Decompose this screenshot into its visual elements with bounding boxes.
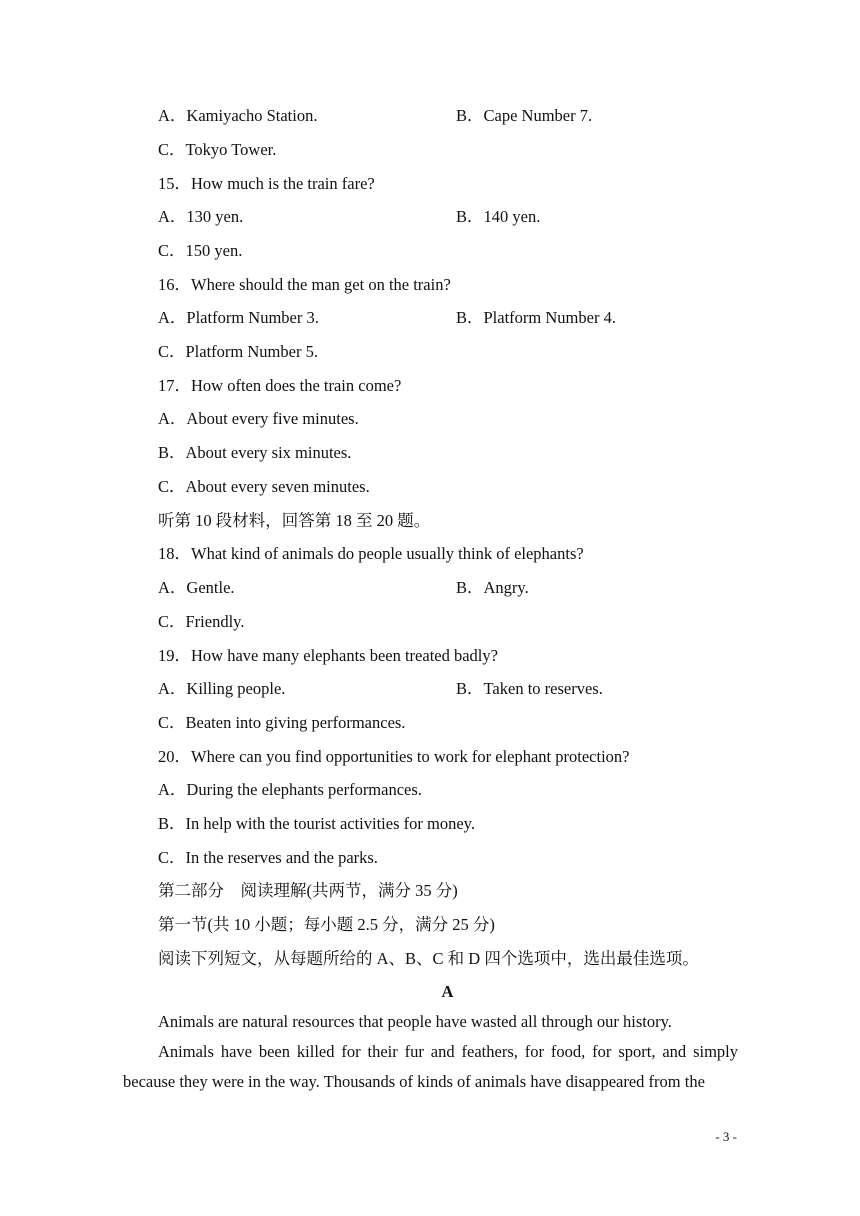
q17-question: 17．How often does the train come? xyxy=(158,376,402,395)
q17-option-b: B．About every six minutes. xyxy=(158,443,352,462)
q19-question: 19．How have many elephants been treated badly? xyxy=(158,646,498,665)
q14-option-a: A．Kamiyacho Station. xyxy=(158,106,318,125)
q20-option-a: A．During the elephants performances. xyxy=(158,780,422,799)
q17-option-a: A．About every five minutes. xyxy=(158,409,359,428)
part2-heading: 第二部分 阅读理解(共两节，满分 35 分) xyxy=(158,881,458,900)
q18-question: 18．What kind of animals do people usually think of elephants? xyxy=(158,544,584,563)
q19-option-a: A．Killing people. xyxy=(158,679,286,698)
q16-option-b: B．Platform Number 4. xyxy=(456,308,616,327)
q14-option-c: C．Tokyo Tower. xyxy=(158,140,277,159)
q16-question: 16．Where should the man get on the train? xyxy=(158,275,451,294)
section1-heading: 第一节(共 10 小题；每小题 2.5 分，满分 25 分) xyxy=(158,915,495,934)
q15-option-a: A．130 yen. xyxy=(158,207,244,226)
q15-option-c: C．150 yen. xyxy=(158,241,243,260)
q19-option-c: C．Beaten into giving performances. xyxy=(158,713,406,732)
q17-option-c: C．About every seven minutes. xyxy=(158,477,370,496)
q20-option-b: B．In help with the tourist activities for money. xyxy=(158,814,475,833)
q16-option-a: A．Platform Number 3. xyxy=(158,308,319,327)
page-number: - 3 - xyxy=(715,1129,737,1144)
section10-instruction: 听第 10 段材料，回答第 18 至 20 题。 xyxy=(158,511,431,530)
q19-option-b: B．Taken to reserves. xyxy=(456,679,603,698)
passage-paragraph-1: Animals are natural resources that people have wasted all through our history. xyxy=(158,1012,672,1031)
q18-option-a: A．Gentle. xyxy=(158,578,235,597)
passage-paragraph-2: Animals have been killed for their fur and feathers, for food, for sport, and simply because they were in the way. Thousands of kinds of animals have disappeared from the xyxy=(123,1042,738,1091)
q18-option-b: B．Angry. xyxy=(456,578,529,597)
q20-option-c: C．In the reserves and the parks. xyxy=(158,848,378,867)
q15-option-b: B．140 yen. xyxy=(456,207,541,226)
q20-question: 20．Where can you find opportunities to work for elephant protection? xyxy=(158,747,630,766)
q18-option-c: C．Friendly. xyxy=(158,612,245,631)
passage-label: A xyxy=(441,982,454,1001)
q16-option-c: C．Platform Number 5. xyxy=(158,342,318,361)
reading-instruction: 阅读下列短文，从每题所给的 A、B、C 和 D 四个选项中，选出最佳选项。 xyxy=(158,949,699,968)
q15-question: 15．How much is the train fare? xyxy=(158,174,375,193)
q14-option-b: B．Cape Number 7. xyxy=(456,106,593,125)
